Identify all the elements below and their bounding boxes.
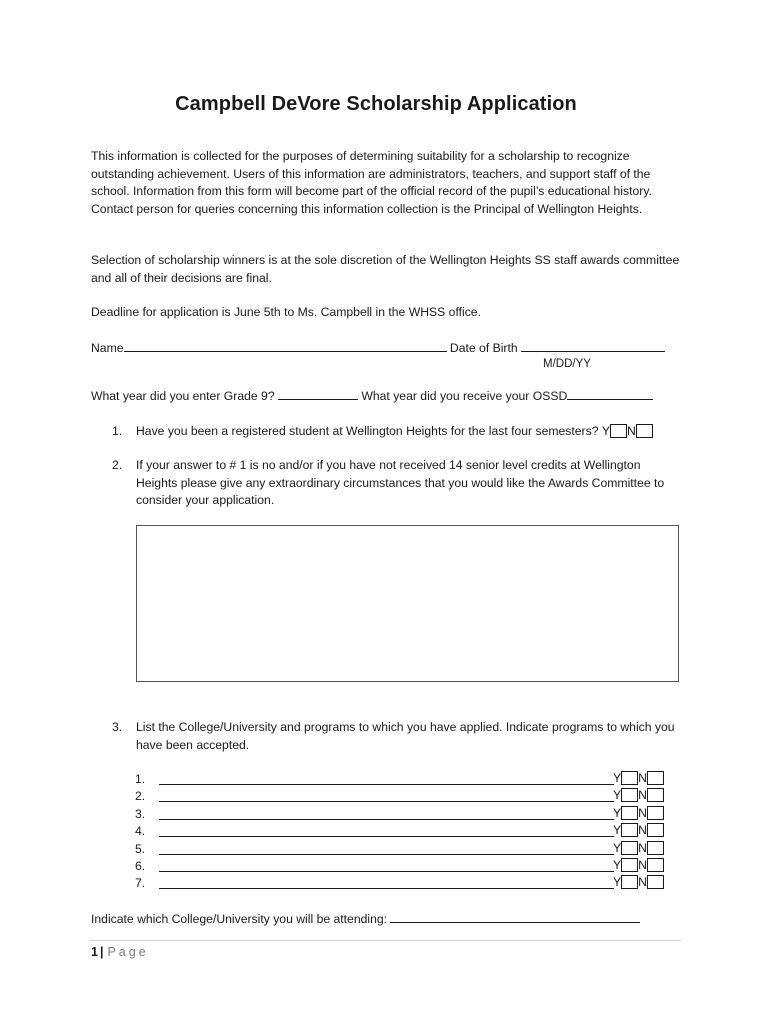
program-list-item xyxy=(135,858,675,875)
no-checkbox[interactable] xyxy=(647,841,664,855)
no-checkbox[interactable] xyxy=(647,875,664,889)
program-yn xyxy=(613,840,664,858)
question-1-yes-checkbox[interactable] xyxy=(610,424,627,438)
ossd-field[interactable] xyxy=(567,387,653,400)
question-3-text: List the College/University and programs to which you have applied. Indicate programs to which you have been accepted. xyxy=(136,720,675,752)
question-1-text: Have you been a registered student at Wellington Heights for the last four semesters? xyxy=(136,424,599,438)
deadline-paragraph: Deadline for application is June 5th to Ms. Campbell in the WHSS office. xyxy=(91,305,481,319)
yes-checkbox[interactable] xyxy=(621,806,638,820)
no-checkbox[interactable] xyxy=(647,806,664,820)
question-1-number: 1. xyxy=(112,424,123,438)
dob-field[interactable] xyxy=(521,339,665,352)
no-label: N xyxy=(638,771,647,785)
program-item-number: 6. xyxy=(135,859,146,873)
yes-label: Y xyxy=(613,788,622,802)
program-item-number: 7. xyxy=(135,876,146,890)
no-checkbox[interactable] xyxy=(647,771,664,785)
question-1-no-checkbox[interactable] xyxy=(636,424,653,438)
yes-checkbox[interactable] xyxy=(621,841,638,855)
program-list-item xyxy=(135,806,675,823)
yes-label: Y xyxy=(613,823,622,837)
program-input-line[interactable] xyxy=(159,888,614,889)
no-checkbox[interactable] xyxy=(647,858,664,872)
program-list-item xyxy=(135,875,675,892)
program-item-number: 3. xyxy=(135,807,146,821)
yes-checkbox[interactable] xyxy=(621,771,638,785)
program-input-line[interactable] xyxy=(159,836,614,837)
no-label: N xyxy=(638,806,647,820)
yes-label: Y xyxy=(613,806,622,820)
selection-paragraph: Selection of scholarship winners is at the sole discretion of the Wellington Heights SS staff awards committee and all of their decisions are final. xyxy=(91,253,680,285)
program-yn xyxy=(613,805,664,823)
program-input-line[interactable] xyxy=(159,819,614,820)
program-yn xyxy=(613,770,664,788)
program-input-line[interactable] xyxy=(159,871,614,872)
no-label: N xyxy=(638,788,647,802)
program-yn xyxy=(613,857,664,875)
grade9-label: What year did you enter Grade 9? xyxy=(91,389,275,403)
no-label: N xyxy=(638,841,647,855)
no-label: N xyxy=(638,823,647,837)
dob-format-hint: M/DD/YY xyxy=(543,358,591,370)
question-2-answer-box[interactable] xyxy=(136,525,679,682)
no-label: N xyxy=(638,858,647,872)
attending-row xyxy=(91,910,640,929)
dob-label: Date of Birth xyxy=(449,341,518,355)
page-footer xyxy=(91,944,149,962)
footer-page-number: 1 xyxy=(91,945,98,959)
footer-page-label: Page xyxy=(107,945,149,959)
program-list-item xyxy=(135,841,675,858)
no-checkbox[interactable] xyxy=(647,823,664,837)
name-label: Name xyxy=(91,341,124,355)
program-yn xyxy=(613,822,664,840)
grade9-ossd-row xyxy=(91,387,653,406)
yes-checkbox[interactable] xyxy=(621,788,638,802)
program-yn xyxy=(613,787,664,805)
program-input-line[interactable] xyxy=(159,854,614,855)
program-item-number: 2. xyxy=(135,789,146,803)
intro-paragraph: This information is collected for the purposes of determining suitability for a scholarship to recognize outstanding achievement. Users of this information are administrators, teachers, and support staff of the school. Information from this form will become part of the official record of the pupil’s educational history. Contact person for queries concerning this information collection is the Principal of Wellington Heights. xyxy=(91,149,652,216)
ossd-label: What year did you receive your OSSD xyxy=(361,389,568,403)
program-yn xyxy=(613,874,664,892)
no-label: N xyxy=(638,875,647,889)
program-list-item xyxy=(135,823,675,840)
attending-field[interactable] xyxy=(390,910,640,923)
question-1 xyxy=(136,423,653,441)
attending-label: Indicate which College/University you will be attending: xyxy=(91,912,388,926)
footer-separator: | xyxy=(99,945,104,959)
program-list-item xyxy=(135,788,675,805)
question-3-number: 3. xyxy=(112,720,123,734)
yes-checkbox[interactable] xyxy=(621,875,638,889)
footer-divider xyxy=(89,940,681,941)
yes-checkbox[interactable] xyxy=(621,858,638,872)
program-item-number: 1. xyxy=(135,772,146,786)
name-field[interactable] xyxy=(124,339,447,352)
yes-label: Y xyxy=(613,771,622,785)
page-title: Campbell DeVore Scholarship Application xyxy=(175,93,577,115)
yes-checkbox[interactable] xyxy=(621,823,638,837)
question-1-no-label: N xyxy=(627,424,636,438)
question-2-text: If your answer to # 1 is no and/or if you have not received 14 senior level credits at Wellington Heights please give any extraordinary circumstances that you would like the Awards Committee to consider your application. xyxy=(136,458,665,507)
question-1-yes-label: Y xyxy=(601,424,611,438)
name-dob-row xyxy=(91,339,665,358)
program-item-number: 5. xyxy=(135,842,146,856)
program-input-line[interactable] xyxy=(159,801,614,802)
program-item-number: 4. xyxy=(135,824,146,838)
yes-label: Y xyxy=(613,858,622,872)
yes-label: Y xyxy=(613,875,622,889)
grade9-field[interactable] xyxy=(278,387,358,400)
no-checkbox[interactable] xyxy=(647,788,664,802)
program-list-item xyxy=(135,771,675,788)
program-input-line[interactable] xyxy=(159,784,614,785)
yes-label: Y xyxy=(613,841,622,855)
question-2-number: 2. xyxy=(112,458,123,472)
